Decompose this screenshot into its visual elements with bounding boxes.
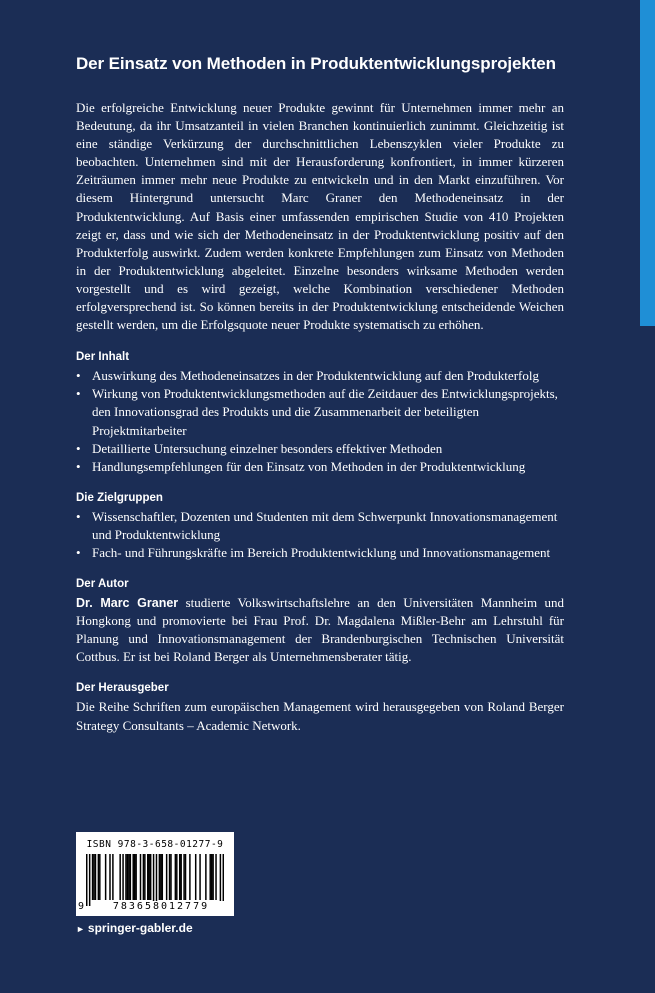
barcode-bar bbox=[132, 854, 134, 900]
barcode-bar bbox=[150, 854, 152, 900]
bullet-icon: • bbox=[76, 458, 81, 474]
publisher-website[interactable]: ► springer-gabler.de bbox=[76, 921, 193, 935]
barcode-bar bbox=[160, 854, 162, 900]
barcode bbox=[86, 854, 224, 906]
barcode-bar bbox=[180, 854, 182, 900]
list-item: • Handlungsempfehlungen für den Einsatz von Methoden in der Produktentwicklung bbox=[76, 458, 564, 476]
autor-paragraph bbox=[76, 594, 564, 666]
ean-first-digit: 9 bbox=[78, 901, 85, 912]
back-cover-text bbox=[76, 52, 564, 735]
ean-digits: 783658012779 bbox=[96, 901, 226, 912]
barcode-bar bbox=[159, 854, 161, 900]
herausgeber-paragraph: Die Reihe Schriften zum europäischen Management wird herausgegeben von Roland Berger Strategy Consultants – Academic Network. bbox=[76, 699, 564, 733]
barcode-bar bbox=[220, 854, 222, 906]
barcode-bar bbox=[215, 854, 217, 900]
barcode-bar bbox=[148, 854, 150, 900]
barcode-bar bbox=[127, 854, 129, 900]
barcode-bar bbox=[223, 854, 224, 906]
barcode-bar bbox=[212, 854, 214, 900]
herausgeber-heading: Der Herausgeber bbox=[76, 682, 169, 695]
barcode-bar bbox=[162, 854, 164, 900]
barcode-bar bbox=[89, 854, 91, 906]
bullet-icon: • bbox=[76, 544, 81, 560]
zielgruppen-list bbox=[76, 508, 564, 562]
barcode-bar bbox=[99, 854, 101, 900]
isbn-label: ISBN 978-3-658-01277-9 bbox=[86, 839, 224, 850]
barcode-bar bbox=[189, 854, 191, 900]
barcode-bar bbox=[185, 854, 187, 900]
barcode-bar bbox=[156, 854, 158, 906]
barcode-bar bbox=[140, 854, 142, 900]
bullet-icon: • bbox=[76, 508, 81, 524]
zielgruppen-heading: Die Zielgruppen bbox=[76, 491, 163, 504]
inhalt-list bbox=[76, 367, 564, 476]
barcode-bar bbox=[95, 854, 97, 900]
barcode-bar bbox=[199, 854, 201, 900]
barcode-bar bbox=[170, 854, 172, 900]
section-autor bbox=[76, 576, 564, 666]
section-inhalt bbox=[76, 349, 564, 476]
barcode-bar bbox=[153, 854, 155, 906]
barcode-bar bbox=[179, 854, 181, 900]
barcode-bar bbox=[93, 854, 95, 900]
barcode-bar bbox=[86, 854, 88, 906]
barcode-bar bbox=[176, 854, 178, 900]
bullet-icon: • bbox=[76, 440, 81, 456]
barcode-bar bbox=[130, 854, 132, 900]
barcode-bar bbox=[122, 854, 124, 900]
list-item: • Auswirkung des Methodeneinsatzes in der Produktentwicklung auf den Produkterfolg bbox=[76, 367, 564, 385]
isbn-barcode-box bbox=[76, 832, 234, 916]
barcode-bar bbox=[211, 854, 213, 900]
barcode-bar bbox=[128, 854, 130, 900]
barcode-bar bbox=[125, 854, 127, 900]
barcode-bar bbox=[143, 854, 145, 900]
barcode-bar bbox=[147, 854, 149, 900]
autor-text: studierte Volkswirtschaftslehre an den Universitäten Mannheim und Hongkong und promovierte bei Frau Prof. Dr. Magdalena Mißler-Behr am Lehrstuhl für Planung und Innovationsmanagement der Brandenburgischen Technischen Universität Cottbus. Er ist bei Roland Berger als Unternehmensberater tätig. bbox=[76, 595, 564, 665]
barcode-bar bbox=[209, 854, 211, 900]
bullet-icon: • bbox=[76, 368, 81, 384]
author-name: Dr. Marc Graner bbox=[76, 596, 179, 611]
barcode-bar bbox=[135, 854, 137, 900]
bullet-icon: • bbox=[76, 386, 81, 402]
list-item: • Fach- und Führungskräfte im Bereich Produktentwicklung und Innovationsmanagement bbox=[76, 544, 564, 562]
barcode-bar bbox=[205, 854, 207, 900]
barcode-bar bbox=[98, 854, 100, 900]
accent-strip bbox=[640, 0, 655, 326]
list-item: • Wissenschaftler, Dozenten und Studenten mit dem Schwerpunkt Innovationsmanagement und Produktentwicklung bbox=[76, 508, 558, 542]
barcode-bar bbox=[119, 854, 121, 900]
list-item: • Detaillierte Untersuchung einzelner besonders effektiver Methoden bbox=[76, 440, 564, 458]
barcode-bar bbox=[195, 854, 197, 900]
barcode-bar bbox=[144, 854, 146, 900]
inhalt-heading: Der Inhalt bbox=[76, 351, 130, 364]
book-title: Der Einsatz von Methoden in Produktentwicklungsprojekten bbox=[76, 54, 556, 73]
barcode-bar bbox=[183, 854, 185, 900]
barcode-bar bbox=[175, 854, 177, 900]
barcode-bar bbox=[92, 854, 94, 900]
barcode-bar bbox=[109, 854, 111, 900]
intro-paragraph: Die erfolgreiche Entwicklung neuer Produkte gewinnt für Unternehmen immer mehr an Bedeutung, da ihr Umsatzanteil in vielen Branchen kontinuierlich zunimmt. Gleichzeitig ist eine ständige Verkürzung der durchschnittlichen Lebenszyklen vieler Produkte zu beobachten. Unternehmen sind mit der Herausforderung konfrontiert, in immer kürzeren Zeiträumen immer mehr neue Produkte zu entwickeln und in den Markt einzuführen. Vor diesem Hintergrund untersucht Marc Graner den Methodeneinsatz in der Produktentwicklung. Auf Basis einer umfassenden empirischen Studie von 410 Projekten zeigt er, dass und wie sich der Methodeneinsatz in der Produktentwicklung positiv auf den Produkterfolg auswirkt. Zudem werden konkrete Empfehlungen zum Einsatz von Methoden in der Produktentwicklung abgeleitet. Einzelne besonders wirksame Methoden werden vorgestellt und es wird gezeigt, welche Kombination verschiedener Methoden erfolgversprechend ist. So können bereits in der Produktentwicklung entscheidende Weichen gestellt werden, um die Erfolgsquote neuer Produkte systematisch zu erhöhen. bbox=[76, 100, 564, 333]
barcode-bar bbox=[166, 854, 168, 900]
arrow-right-icon: ► bbox=[76, 924, 85, 934]
barcode-bar bbox=[112, 854, 114, 900]
barcode-bar bbox=[169, 854, 171, 900]
section-herausgeber bbox=[76, 680, 564, 734]
autor-heading: Der Autor bbox=[76, 578, 129, 591]
barcode-bar bbox=[105, 854, 107, 900]
section-zielgruppen bbox=[76, 490, 564, 562]
list-item: • Wirkung von Produktentwicklungsmethoden auf die Zeitdauer des Entwicklungsprojekts, den Innovationsgrad des Produkts und die Zusammenarbeit der beteiligten Projektmitarbeiter bbox=[76, 386, 558, 438]
barcode-bar bbox=[134, 854, 136, 900]
